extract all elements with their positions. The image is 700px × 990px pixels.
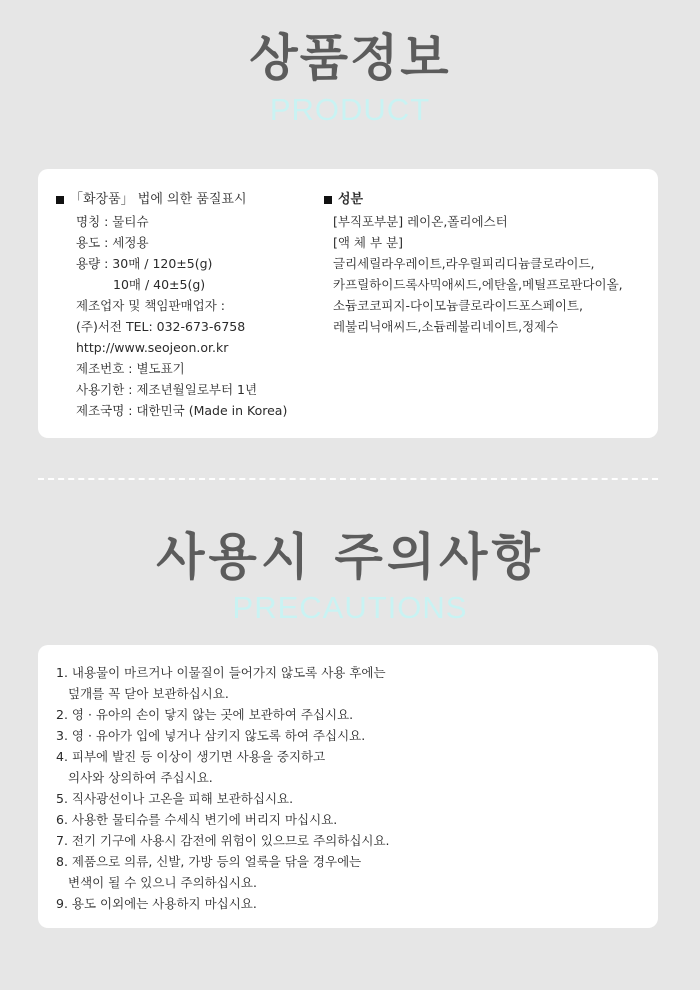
product-volume-1: 용량 : 30매 / 120±5(g) <box>76 256 213 271</box>
square-bullet-icon <box>56 196 64 204</box>
ingredient-line: [부직포부분] 레이온,폴리에스터 <box>333 214 508 229</box>
precautions-section-subtitle: PRECAUTIONS <box>232 590 468 625</box>
maker-website: http://www.seojeon.or.kr <box>76 340 229 355</box>
precaution-item: 3. 영 · 유아가 입에 넣거나 삼키지 않도록 하여 주십시요. <box>56 728 366 743</box>
ingredients-column <box>324 189 654 337</box>
product-usage: 용도 : 세정용 <box>76 235 149 250</box>
precaution-item-continuation: 의사와 상의하여 주십시요. <box>68 770 213 785</box>
maker-info: (주)서전 TEL: 032-673-6758 <box>76 319 246 334</box>
precautions-card <box>38 645 658 928</box>
precaution-item-continuation: 변색이 될 수 있으니 주의하십시요. <box>68 875 257 890</box>
precaution-item: 1. 내용물이 마르거나 이물질이 들어가지 않도록 사용 후에는 <box>56 665 386 680</box>
ingredients-heading-text: 성분 <box>338 192 364 207</box>
ingredient-line: 레불리닉애씨드,소듐레불리네이트,정제수 <box>333 319 559 334</box>
precaution-item: 4. 피부에 발진 등 이상이 생기면 사용을 중지하고 <box>56 749 326 764</box>
quality-label-heading-text: 「화장품」 법에 의한 품질표시 <box>70 192 247 207</box>
precaution-item: 2. 영 · 유아의 손이 닿지 않는 곳에 보관하여 주십시요. <box>56 707 354 722</box>
precautions-section-title: 사용시 주의사항 <box>156 528 544 586</box>
quality-label-heading <box>56 189 336 211</box>
ingredient-line: 글리세릴라우레이트,라우릴피리디늄클로라이드, <box>333 256 595 271</box>
precaution-item: 8. 제품으로 의류, 신발, 가방 등의 얼룩을 닦을 경우에는 <box>56 854 362 869</box>
precaution-item-continuation: 덮개를 꼭 닫아 보관하십시요. <box>68 686 229 701</box>
quality-label-column <box>56 189 336 421</box>
lot-number: 제조번호 : 별도표기 <box>76 361 185 376</box>
precaution-item: 5. 직사광선이나 고온을 피해 보관하십시요. <box>56 791 294 806</box>
expiry-info: 사용기한 : 제조년월일로부터 1년 <box>76 382 258 397</box>
precaution-item: 7. 전기 기구에 사용시 감전에 위험이 있으므로 주의하십시요. <box>56 833 390 848</box>
product-section-title: 상품정보 <box>249 29 451 87</box>
ingredient-line: 소듐코코피지-다이모늄클로라이드포스페이트, <box>333 298 583 313</box>
product-section-subtitle: PRODUCT <box>269 92 431 127</box>
square-bullet-icon <box>324 196 332 204</box>
ingredient-line: [액 체 부 분] <box>333 235 403 250</box>
ingredients-heading <box>324 189 654 211</box>
ingredient-line: 카프릴하이드록사믹애씨드,에탄올,메틸프로판다이올, <box>333 277 623 292</box>
product-info-card <box>38 169 658 438</box>
product-name: 명칭 : 물티슈 <box>76 214 149 229</box>
dashed-divider <box>38 478 658 480</box>
product-volume-2: 10매 / 40±5(g) <box>113 277 206 292</box>
precaution-item: 6. 사용한 물티슈를 수세식 변기에 버리지 마십시요. <box>56 812 338 827</box>
precaution-item: 9. 용도 이외에는 사용하지 마십시요. <box>56 896 257 911</box>
maker-label: 제조업자 및 책임판매업자 : <box>76 298 225 313</box>
origin-info: 제조국명 : 대한민국 (Made in Korea) <box>76 403 288 418</box>
precautions-list <box>56 662 390 914</box>
